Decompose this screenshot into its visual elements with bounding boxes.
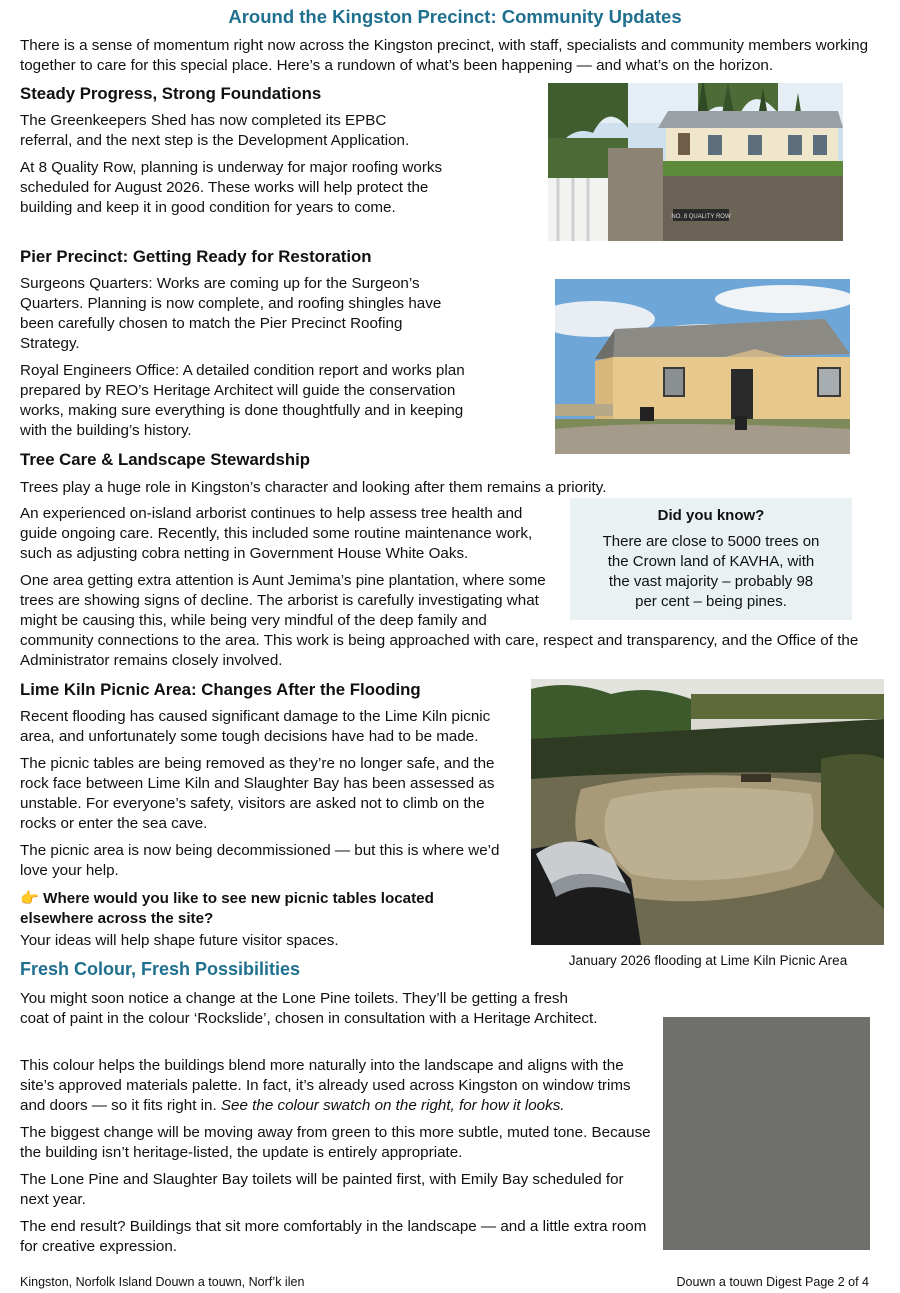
limekiln-paragraph-1: Recent flooding has caused significant damage to the Lime Kiln picnic area, and unfortunately some tough decisions have had to be made.: [20, 708, 491, 745]
colour-heading: Fresh Colour, Fresh Possibilities: [20, 959, 301, 979]
footer-right: Douwn a touwn Digest Page 2 of 4: [676, 1275, 869, 1289]
progress-paragraph-2: At 8 Quality Row, planning is underway for major roofing works scheduled for August 2026. These works will help protect the building and keep it in good condition for years to come.: [20, 159, 443, 216]
trees-paragraph-3a: One area getting extra attention is Aunt Jemima’s pine plantation, where some trees are showing signs of decline. The arborist is carefully investigating what might be causing this, while being very mindful of the deep family and: [20, 572, 546, 629]
lime-kiln-flood-image: [531, 679, 884, 945]
pier-paragraph-2: Royal Engineers Office: A detailed condition report and works plan prepared by REO’s Heritage Architect will guide the conservation works, making sure everything is done thoughtfully and in keeping with the building’s history.: [20, 362, 465, 439]
intro-paragraph: There is a sense of momentum right now across the Kingston precinct, with staff, specialists and community members working together to care for this special place. Here’s a rundown of what’s been happening — and what’s on the horizon.: [20, 37, 869, 74]
trees-paragraph-2: An experienced on-island arborist continues to help assess tree health and guide ongoing care. Recently, this included some routine maintenance work, such as adjusting cobra netting in Government House White Oaks.: [20, 505, 533, 562]
colour-paragraph-2-text: This colour helps the buildings blend more naturally into the landscape and aligns with the site’s approved materials palette. In fact, it’s already used across Kingston on window trims and doors — so it fits right in.: [20, 1057, 631, 1114]
limekiln-question-text: Where would you like to see new picnic tables located elsewhere across the site?: [20, 890, 434, 927]
surgeons-quarters-photo: [555, 279, 850, 454]
trees-heading: Tree Care & Landscape Stewardship: [20, 450, 311, 469]
quality-row-image: [548, 83, 843, 241]
colour-paragraph-2: [20, 1056, 655, 1116]
colour-paragraph-5: The end result? Buildings that sit more comfortably in the landscape — and a little extra room for creative expression.: [20, 1218, 647, 1255]
pier-heading: Pier Precinct: Getting Ready for Restoration: [20, 247, 372, 266]
limekiln-question: [20, 889, 480, 929]
callout-title: Did you know?: [657, 507, 765, 524]
limekiln-paragraph-4: Your ideas will help shape future visitor spaces.: [20, 932, 339, 949]
limekiln-paragraph-3: The picnic area is now being decommissioned — but this is where we’d love your help.: [20, 842, 500, 879]
quality-row-sign: NO. 8 QUALITY ROW: [671, 214, 731, 220]
limekiln-heading: Lime Kiln Picnic Area: Changes After the Flooding: [20, 680, 421, 699]
lime-kiln-flood-photo: [531, 679, 884, 945]
progress-paragraph-1: The Greenkeepers Shed has now completed its EPBC referral, and the next step is the Development Application.: [20, 112, 410, 149]
surgeons-quarters-image: [555, 279, 850, 454]
callout-text: There are close to 5000 trees on the Crown land of KAVHA, with the vast majority – probably 98 per cent – being pines.: [602, 533, 820, 610]
colour-paragraph-4: The Lone Pine and Slaughter Bay toilets will be painted first, with Emily Bay scheduled for next year.: [20, 1171, 624, 1208]
trees-paragraph-1: Trees play a huge role in Kingston’s character and looking after them remains a priority.: [20, 479, 607, 496]
colour-paragraph-1: You might soon notice a change at the Lone Pine toilets. They’ll be getting a fresh coat of paint in the colour ‘Rockslide’, chosen in consultation with a Heritage Architect.: [20, 990, 598, 1027]
pointing-hand-icon: 👉: [20, 890, 39, 907]
page-title: Around the Kingston Precinct: Community Updates: [228, 6, 682, 27]
colour-swatch-note: See the colour swatch on the right, for how it looks.: [220, 1097, 565, 1114]
quality-row-photo: [548, 83, 843, 241]
did-you-know-callout: [570, 498, 852, 620]
trees-paragraph-3b: community connections to the area. This work is being approached with care, respect and transparency, and the Office of the Administrator remains closely involved.: [20, 632, 859, 669]
rockslide-colour-swatch: [663, 1017, 870, 1250]
lime-kiln-caption: January 2026 flooding at Lime Kiln Picnic Area: [568, 953, 848, 968]
colour-paragraph-3: The biggest change will be moving away from green to this more subtle, muted tone. Because the building isn’t heritage-listed, the update is entirely appropriate.: [20, 1124, 651, 1161]
limekiln-paragraph-2: The picnic tables are being removed as they’re no longer safe, and the rock face between Lime Kiln and Slaughter Bay has been assessed as unstable. For everyone’s safety, visitors are asked not to climb on the rocks or enter the sea cave.: [20, 755, 495, 832]
footer-left: Kingston, Norfolk Island Douwn a touwn, Norf’k ilen: [20, 1275, 305, 1289]
progress-heading: Steady Progress, Strong Foundations: [20, 84, 322, 103]
pier-paragraph-1: Surgeons Quarters: Works are coming up for the Surgeon’s Quarters. Planning is now complete, and roofing shingles have been carefully chosen to match the Pier Precinct Roofing Strategy.: [20, 275, 442, 352]
